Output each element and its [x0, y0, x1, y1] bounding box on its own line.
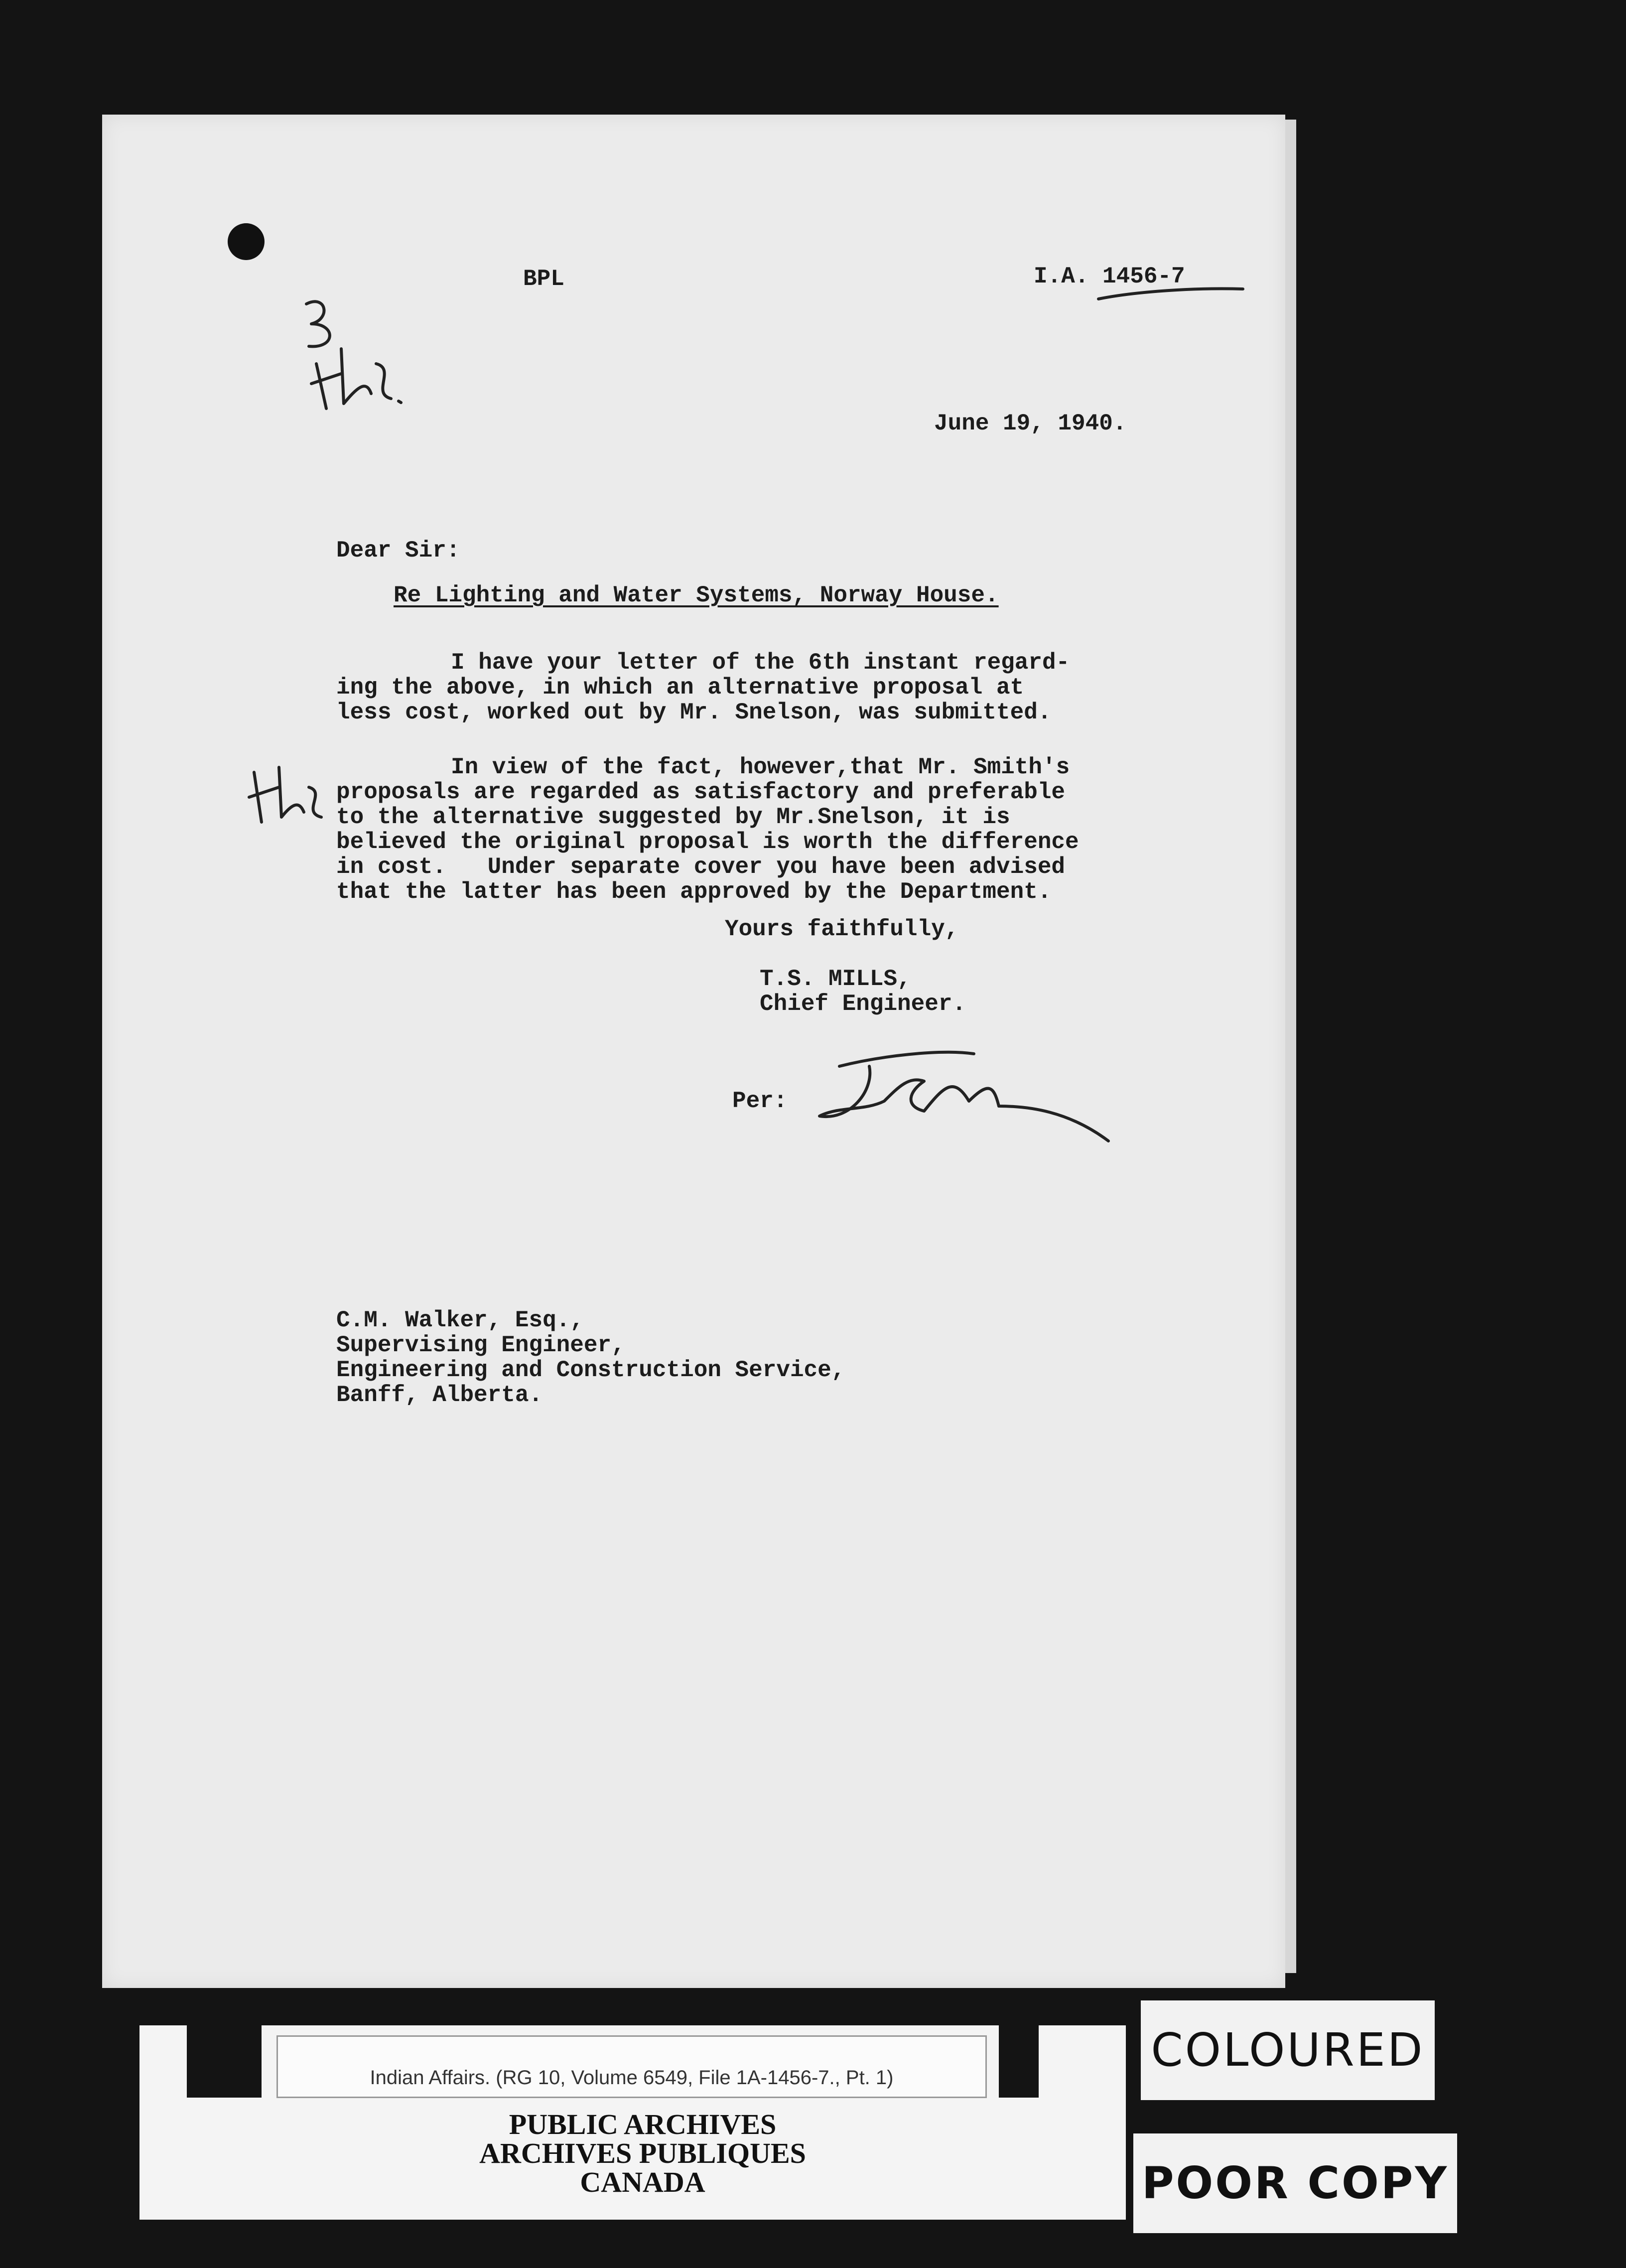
file-reference: I.A. 1456-7 [1034, 264, 1185, 289]
paragraph-line: less cost, worked out by Mr. Snelson, was submitted. [336, 700, 1052, 725]
citation-box [276, 2035, 987, 2098]
handwritten-signature [810, 1046, 1118, 1146]
paragraph-line: ing the above, in which an alternative proposal at [336, 675, 1024, 701]
addressee-line: C.M. Walker, Esq., [336, 1307, 584, 1333]
coloured-stamp: COLOURED [1141, 2000, 1435, 2100]
per-label: Per: [732, 1088, 788, 1114]
closing: Yours faithfully, [725, 916, 959, 942]
poor-copy-stamp: POOR COPY [1133, 2133, 1457, 2233]
addressee-line: Supervising Engineer, [336, 1332, 625, 1358]
archives-line-2: ARCHIVES PUBLIQUES [479, 2137, 806, 2169]
label-tab [187, 2025, 262, 2098]
letter-date: June 19, 1940. [934, 411, 1127, 436]
handwritten-initials [296, 289, 406, 414]
paragraph-line: to the alternative suggested by Mr.Snelson, it is [336, 804, 1010, 830]
paragraph-line: in cost. Under separate cover you have been advised [336, 854, 1066, 880]
handwritten-margin-initials [244, 757, 329, 827]
addressee-line: Banff, Alberta. [336, 1382, 543, 1408]
signatory-name: T.S. MILLS, [760, 966, 911, 992]
paper-edge [1285, 120, 1296, 1973]
handwritten-underline [1096, 286, 1245, 301]
archive-citation: Indian Affairs. (RG 10, Volume 6549, File 1A-1456-7., Pt. 1) [370, 2067, 894, 2089]
paragraph-line: In view of the fact, however,that Mr. Smith's [451, 754, 1070, 780]
signatory-title: Chief Engineer. [760, 991, 966, 1017]
paragraph-line: that the latter has been approved by the Department. [336, 879, 1052, 905]
archives-line-1: PUBLIC ARCHIVES [509, 2108, 777, 2140]
letter-page [102, 115, 1285, 1988]
paragraph-line: I have your letter of the 6th instant regard- [451, 650, 1070, 676]
label-tab [999, 2025, 1039, 2098]
punch-hole [228, 223, 265, 260]
archives-line-3: CANADA [580, 2166, 705, 2198]
addressee-line: Engineering and Construction Service, [336, 1357, 845, 1383]
paragraph-line: believed the original proposal is worth the difference [336, 829, 1079, 855]
subject-line: Re Lighting and Water Systems, Norway House. [394, 582, 999, 608]
salutation: Dear Sir: [336, 538, 460, 564]
paragraph-line: proposals are regarded as satisfactory and preferable [336, 779, 1066, 805]
initials-code: BPL [523, 266, 564, 292]
